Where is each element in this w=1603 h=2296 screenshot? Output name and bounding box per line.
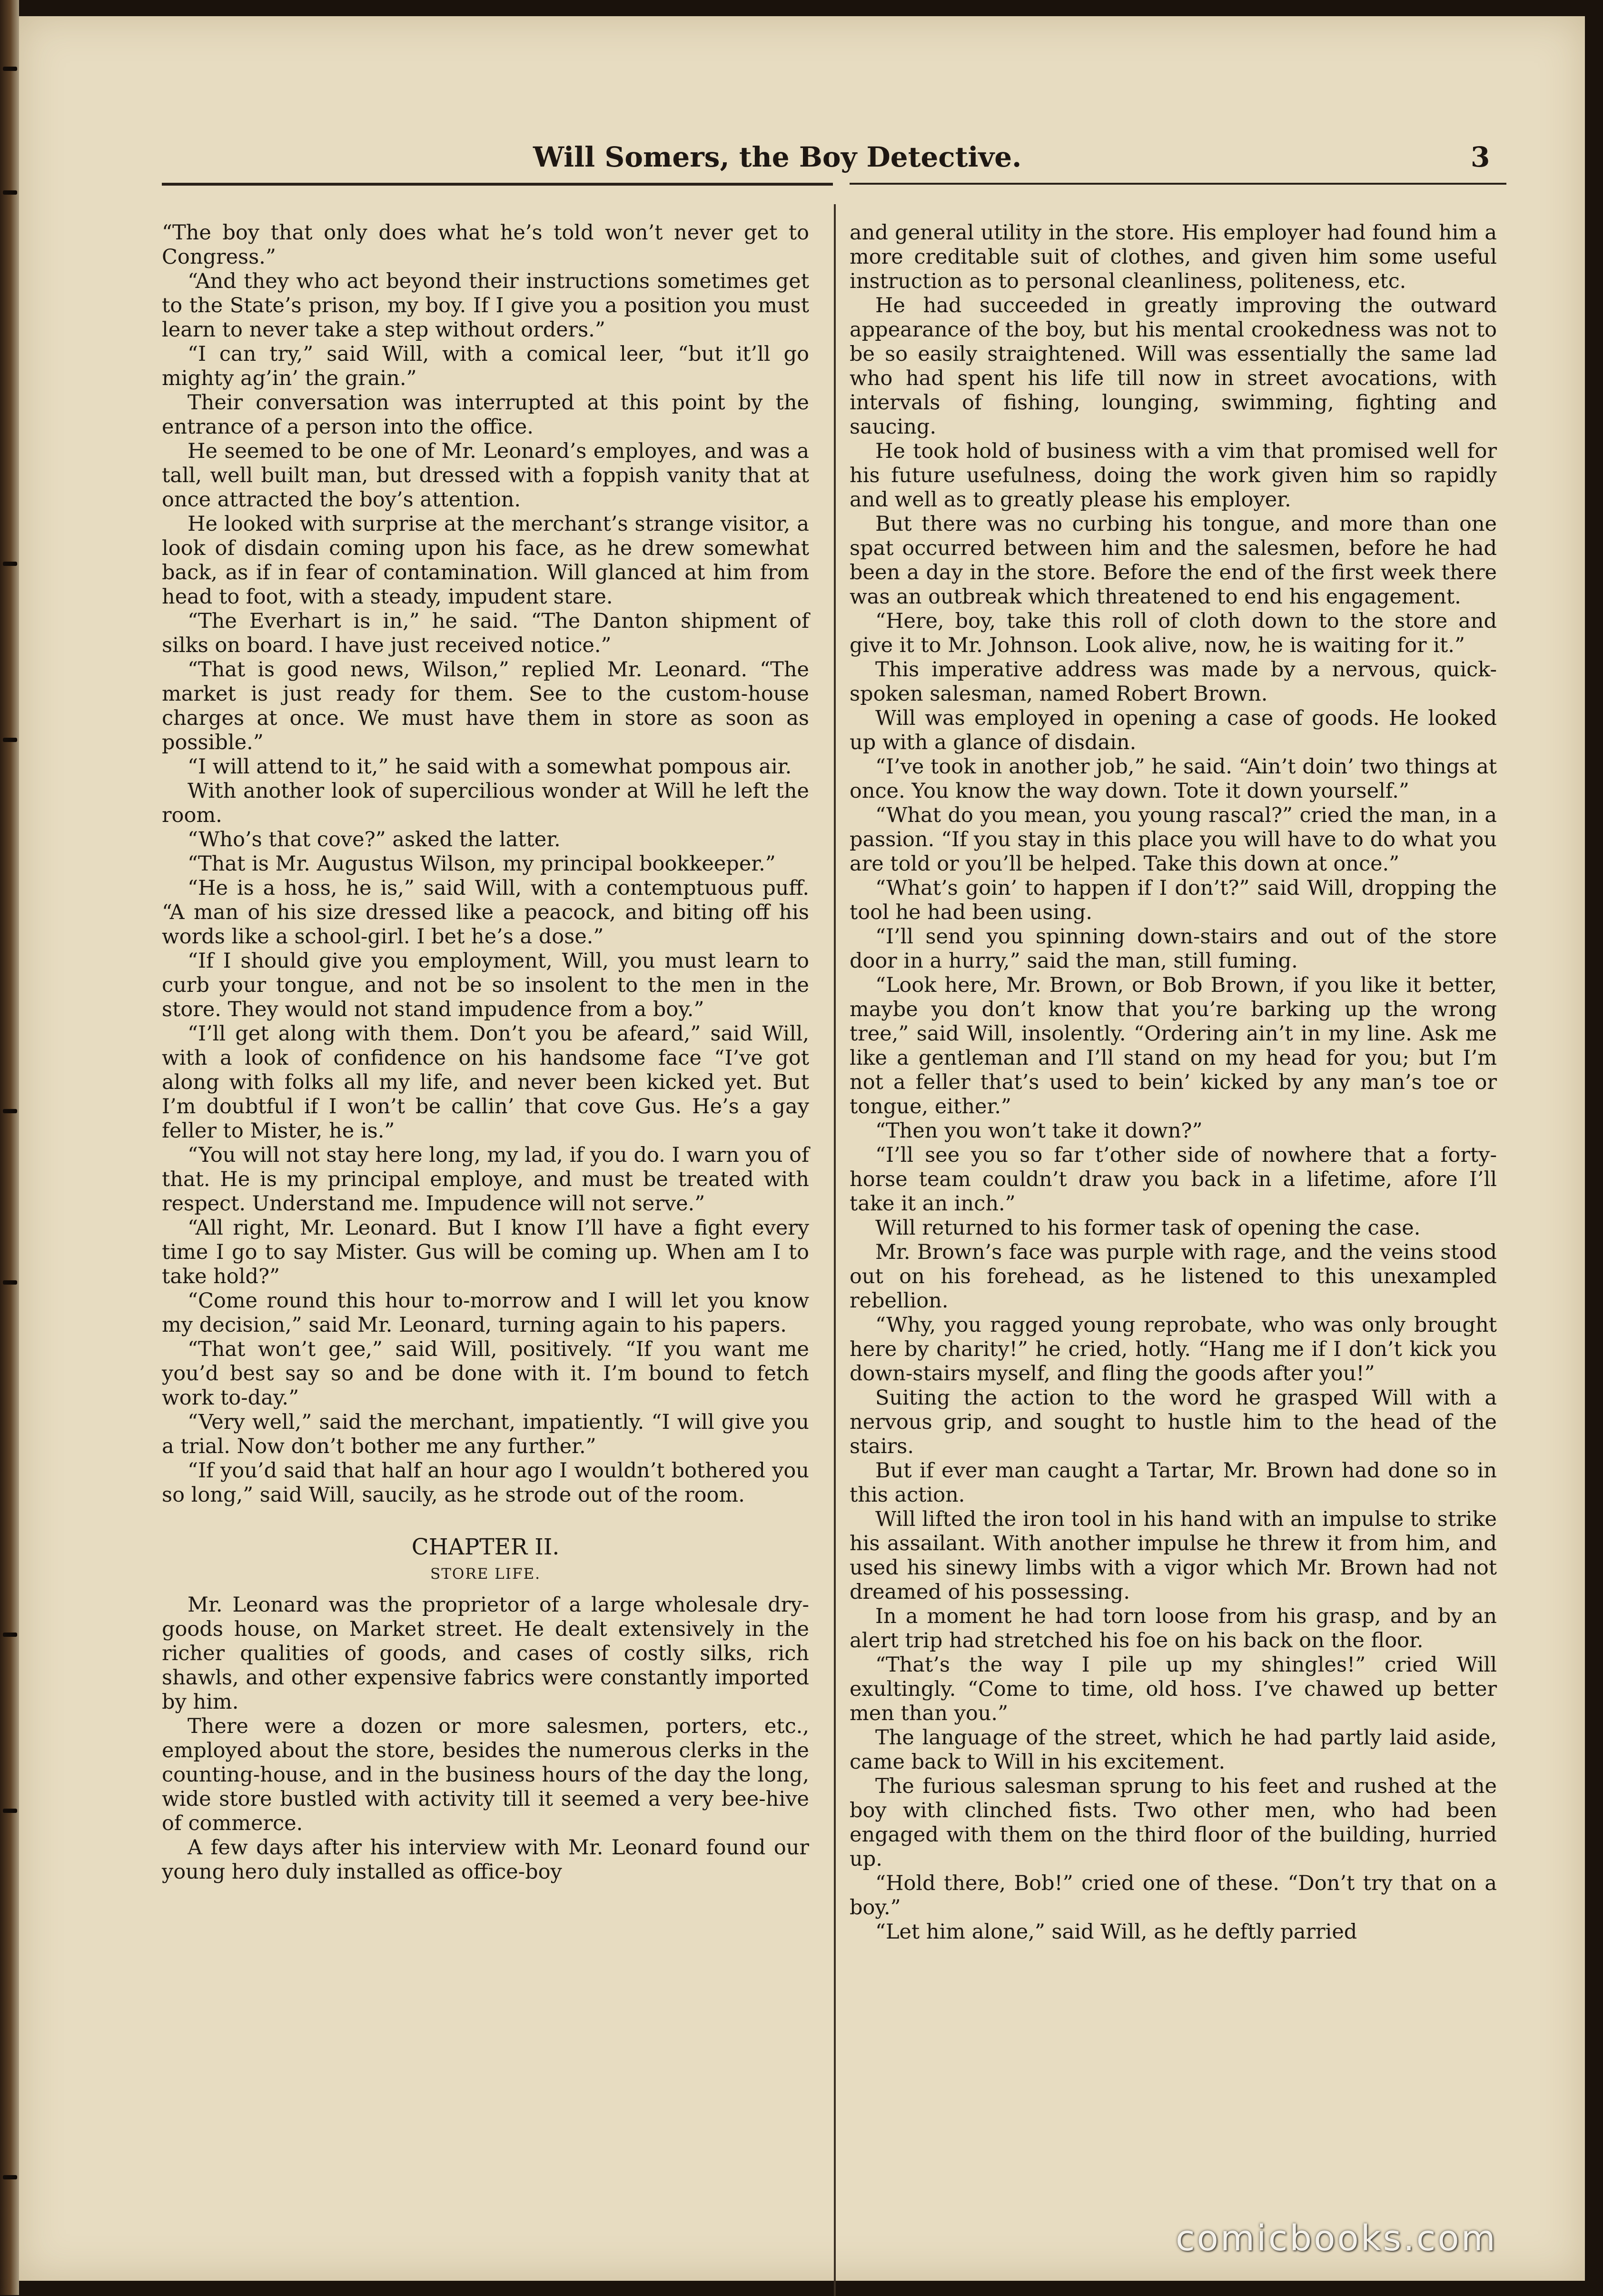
- paragraph: “That is good news, Wilson,” replied Mr. Leonard. “The market is just ready for them. See to the custom-house charges at once. We must have them in store as soon as possible.”: [162, 658, 809, 754]
- paragraph: He seemed to be one of Mr. Leonard’s employes, and was a tall, well built man, but dressed with a foppish vanity that at once attracted the boy’s attention.: [162, 439, 809, 512]
- binding-stitch: [3, 1109, 17, 1113]
- binding-stitch: [3, 738, 17, 742]
- paragraph: This imperative address was made by a nervous, quick-spoken salesman, named Robert Brown.: [850, 658, 1497, 706]
- paragraph: “I’ll get along with them. Don’t you be afeard,” said Will, with a look of confidence on his handsome face “I’ve got along with folks all my life, and never been kicked yet. But I’m doubtful if I won’t be callin’ that cove Gus. He’s a gay feller to Mister, he is.”: [162, 1022, 809, 1143]
- paragraph: “That is Mr. Augustus Wilson, my principal bookkeeper.”: [188, 852, 776, 876]
- paragraph: “He is a hoss, he is,” said Will, with a contemptuous puff. “A man of his size dressed like a peacock, and biting off his words like a school-girl. I bet he’s a dose.”: [162, 876, 809, 949]
- binding-stitch: [3, 562, 17, 566]
- paragraph: “The Everhart is in,” he said. “The Danton shipment of silks on board. I have just received notice.”: [162, 609, 809, 657]
- paragraph: “Why, you ragged young reprobate, who was only brought here by charity!” he cried, hotly. “Hang me if I don’t kick you down-stairs myself, and fling the goods after you!”: [850, 1313, 1497, 1386]
- paragraph: But there was no curbing his tongue, and more than one spat occurred between him and the salesmen, before he had been a day in the store. Before the end of the first week there was an outbreak which threatened to end his engagement.: [850, 512, 1497, 609]
- paragraph: “Then you won’t take it down?”: [875, 1119, 1203, 1143]
- chapter-paragraphs: [162, 1593, 809, 1884]
- paragraph: “Very well,” said the merchant, impatiently. “I will give you a trial. Now don’t bother me any further.”: [162, 1410, 809, 1458]
- watermark: comicbooks.com: [1176, 2218, 1497, 2259]
- binding-stitch: [3, 2175, 17, 2179]
- paragraph: Suiting the action to the word he grasped Will with a nervous grip, and sought to hustle him to the head of the stairs.: [850, 1386, 1497, 1458]
- binding-stitch: [3, 190, 17, 195]
- binding-stitch: [3, 1809, 17, 1813]
- right-paragraphs: [850, 221, 1497, 1944]
- paragraph: He looked with surprise at the merchant’s strange visitor, a look of disdain coming upon his face, as he drew somewhat back, as if in fear of contamination. Will glanced at him from head to foot, with a steady, impudent stare.: [162, 512, 809, 609]
- left-column: [162, 221, 809, 1884]
- paragraph: “That’s the way I pile up my shingles!” cried Will exultingly. “Come to time, old hoss. I’ve chawed up better men than you.”: [850, 1653, 1497, 1725]
- paragraph: In a moment he had torn loose from his grasp, and by an alert trip had stretched his foe on his back on the floor.: [850, 1604, 1497, 1653]
- book-binding: [0, 0, 19, 2295]
- left-paragraphs: [162, 221, 809, 1507]
- binding-stitch: [3, 1280, 17, 1285]
- paragraph: “That won’t gee,” said Will, positively. “If you want me you’d best say so and be done with it. I’m bound to fetch work to-day.”: [162, 1337, 809, 1410]
- paragraph: “What do you mean, you young rascal?” cried the man, in a passion. “If you stay in this place you will have to do what you are told or you’ll be helped. Take this down at once.”: [850, 803, 1497, 876]
- paragraph: “Here, boy, take this roll of cloth down to the store and give it to Mr. Johnson. Look alive, now, he is waiting for it.”: [850, 609, 1497, 657]
- page-number: 3: [1471, 141, 1490, 173]
- paragraph: The language of the street, which he had partly laid aside, came back to Will in his excitement.: [850, 1726, 1497, 1774]
- paragraph: Will returned to his former task of opening the case.: [875, 1216, 1421, 1240]
- paragraph: Mr. Brown’s face was purple with rage, and the veins stood out on his forehead, as he listened to this unexampled rebellion.: [850, 1240, 1497, 1313]
- paragraph: “Let him alone,” said Will, as he deftly parried: [875, 1920, 1357, 1944]
- running-title: Will Somers, the Boy Detective.: [533, 141, 1022, 173]
- paragraph: Will lifted the iron tool in his hand with an impulse to strike his assailant. With another impulse he threw it from him, and used his sinewy limbs with a vigor which Mr. Brown had not dreamed of his possessing.: [850, 1507, 1497, 1604]
- paragraph: “I will attend to it,” he said with a somewhat pompous air.: [188, 755, 792, 779]
- paragraph: “What’s goin’ to happen if I don’t?” said Will, dropping the tool he had been using.: [850, 876, 1497, 924]
- paragraph: “Look here, Mr. Brown, or Bob Brown, if you like it better, maybe you don’t know that you’re barking up the wrong tree,” said Will, insolently. “Ordering ain’t in my line. Ask me like a gentleman and I’ll stand on my head for you; but I’m not a feller that’s used to bein’ kicked by any man’s toe or tongue, either.”: [850, 973, 1497, 1118]
- paragraph: “If I should give you employment, Will, you must learn to curb your tongue, and not be so insolent to the men in the store. They would not stand impudence from a boy.”: [162, 949, 809, 1021]
- paragraph: But if ever man caught a Tartar, Mr. Brown had done so in this action.: [850, 1459, 1497, 1507]
- paragraph: “I’ve took in another job,” he said. “Ain’t doin’ two things at once. You know the way down. Tote it down yourself.”: [850, 755, 1497, 803]
- header-rule-left: [162, 183, 833, 186]
- magazine-page: [19, 16, 1585, 2281]
- paragraph: “Who’s that cove?” asked the latter.: [188, 828, 561, 851]
- paragraph: “If you’d said that half an hour ago I wouldn’t bothered you so long,” said Will, saucily, as he strode out of the room.: [162, 1459, 809, 1507]
- paragraph: “Hold there, Bob!” cried one of these. “Don’t try that on a boy.”: [850, 1871, 1497, 1920]
- binding-stitch: [3, 1633, 17, 1637]
- paragraph: “And they who act beyond their instructions sometimes get to the State’s prison, my boy. If I give you a position you must learn to never take a step without orders.”: [162, 269, 809, 342]
- right-column: [850, 221, 1497, 1944]
- paragraph: With another look of supercilious wonder at Will he left the room.: [162, 779, 809, 827]
- header-rule-right: [850, 183, 1506, 185]
- paragraph: “I’ll send you spinning down-stairs and out of the store door in a hurry,” said the man, still fuming.: [850, 925, 1497, 973]
- binding-stitch: [3, 67, 17, 71]
- paragraph: “You will not stay here long, my lad, if you do. I warn you of that. He is my principal employe, and must be treated with respect. Understand me. Impudence will not serve.”: [162, 1143, 809, 1216]
- chapter-title: CHAPTER II.: [411, 1534, 560, 1560]
- paragraph: “The boy that only does what he’s told won’t never get to Congress.”: [162, 221, 809, 269]
- paragraph: The furious salesman sprung to his feet and rushed at the boy with clinched fists. Two other men, who had been engaged with them on the third floor of the building, hurried up.: [850, 1774, 1497, 1871]
- paragraph: He had succeeded in greatly improving the outward appearance of the boy, but his mental crookedness was not to be so easily straightened. Will was essentially the same lad who had spent his life till now in street avocations, with intervals of fishing, lounging, swimming, fighting and saucing.: [850, 294, 1497, 439]
- paragraph: “All right, Mr. Leonard. But I know I’ll have a fight every time I go to say Mister. Gus will be coming up. When am I to take hold?”: [162, 1216, 809, 1288]
- paragraph: “I can try,” said Will, with a comical leer, “but it’ll go mighty ag’in’ the grain.”: [162, 342, 809, 390]
- paragraph: Mr. Leonard was the proprietor of a large wholesale dry-goods house, on Market street. He dealt extensively in the richer qualities of goods, and cases of costly silks, rich shawls, and other expensive fabrics were constantly imported by him.: [162, 1593, 809, 1714]
- paragraph: He took hold of business with a vim that promised well for his future usefulness, doing the work given him so rapidly and well as to greatly please his employer.: [850, 439, 1497, 512]
- paragraph: “I’ll see you so far t’other side of nowhere that a forty-horse team couldn’t draw you back in a lifetime, afore I’ll take it an inch.”: [850, 1143, 1497, 1216]
- column-divider: [834, 204, 836, 2296]
- paragraph: and general utility in the store. His employer had found him a more creditable suit of clothes, and given him some useful instruction as to personal cleanliness, politeness, etc.: [850, 221, 1497, 293]
- paragraph: There were a dozen or more salesmen, porters, etc., employed about the store, besides the numerous clerks in the counting-house, and in the business hours of the day the long, wide store bustled with activity till it seemed a very bee-hive of commerce.: [162, 1714, 809, 1835]
- chapter-subtitle: STORE LIFE.: [430, 1565, 541, 1583]
- paragraph: A few days after his interview with Mr. Leonard found our young hero duly installed as office-boy: [162, 1836, 809, 1884]
- paragraph: “Come round this hour to-morrow and I will let you know my decision,” said Mr. Leonard, turning again to his papers.: [162, 1289, 809, 1337]
- paragraph: Will was employed in opening a case of goods. He looked up with a glance of disdain.: [850, 706, 1497, 754]
- paragraph: Their conversation was interrupted at this point by the entrance of a person into the office.: [162, 391, 809, 439]
